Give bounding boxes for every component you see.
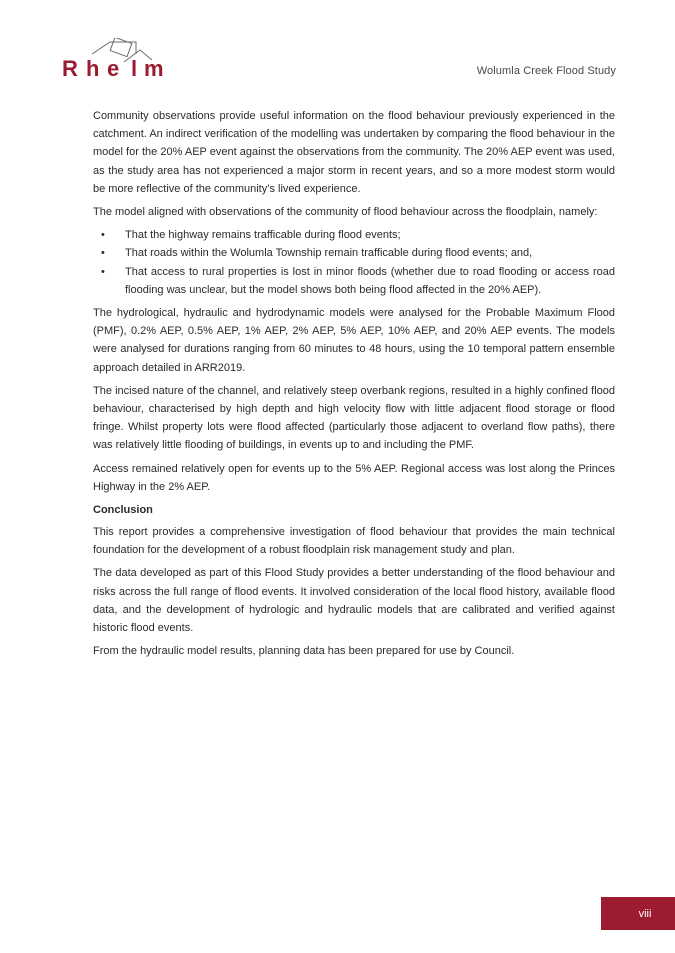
svg-text:l: l	[131, 56, 138, 80]
paragraph-model-aligned: The model aligned with observations of the community of flood behaviour across the floodplain, namely:	[93, 206, 598, 219]
report-title: Wolumla Creek Flood Study	[476, 65, 616, 77]
paragraph-incised-channel: The incised nature of the channel, and relatively steep overbank regions, resulted in a highly confined flood behaviour, characterised by high depth and high velocity flow with little adjacent flood storage or flood fringe. Whilst property lots were flood affected (particularly those adjacent to overland flow paths), there was relatively little flooding of buildings, in events up to and including the PMF.	[93, 384, 615, 452]
observation-list	[93, 226, 615, 299]
list-item	[93, 226, 615, 244]
list-item-text: That access to rural properties is lost in minor floods (whether due to road flooding or access road flooding was unclear, but the model shows both being flood affected in the 20% AEP).	[125, 265, 615, 296]
paragraph-report-provides: This report provides a comprehensive investigation of flood behaviour that provides the main technical foundation for the development of a robust floodplain risk management study and plan.	[93, 526, 615, 557]
paragraph-access: Access remained relatively open for events up to the 5% AEP. Regional access was lost along the Princes Highway in the 2% AEP.	[93, 462, 615, 493]
bullet-icon: •	[101, 247, 105, 260]
svg-text:R: R	[62, 56, 78, 80]
paragraph-planning-data: From the hydraulic model results, planning data has been prepared for use by Council.	[93, 645, 515, 658]
svg-text:m: m	[144, 56, 164, 80]
page-number	[601, 897, 675, 930]
svg-text:h: h	[86, 56, 100, 80]
svg-text:e: e	[107, 56, 120, 80]
list-item	[93, 263, 615, 299]
page-number-text: viii	[638, 907, 652, 920]
paragraph-models-analysed: The hydrological, hydraulic and hydrodynamic models were analysed for the Probable Maximum Flood (PMF), 0.2% AEP, 0.5% AEP, 1% AEP, 2% AEP, 5% AEP, 10% AEP, and 20% AEP events. The models were analysed for durations ranging from 60 minutes to 48 hours, using the 10 temporal pattern ensemble approach detailed in ARR2019.	[93, 307, 615, 374]
bullet-icon: •	[101, 265, 105, 278]
paragraph-data-developed: The data developed as part of this Flood Study provides a better understanding of the flood behaviour and risks across the full range of flood events. It involved consideration of the local flood history, available flood data, and the development of hydrologic and hydraulic models that are calibrated and verified against historic flood events.	[93, 567, 615, 635]
bullet-icon: •	[101, 229, 105, 242]
company-logo	[62, 38, 174, 80]
conclusion-heading: Conclusion	[93, 504, 153, 517]
list-item	[93, 244, 615, 262]
paragraph-community-observations: Community observations provide useful information on the flood behaviour previously experienced in the catchment. An indirect verification of the modelling was undertaken by comparing the flood behaviour in the model for the 20% AEP event against the observations from the community. The 20% AEP event was used, as the study area has not experienced a major storm in recent years, and so a more modest storm would be more reflective of the community’s lived experience.	[93, 110, 615, 195]
main-content	[93, 107, 615, 665]
list-item-text: That roads within the Wolumla Township remain trafficable during flood events; and,	[125, 247, 533, 260]
list-item-text: That the highway remains trafficable during flood events;	[125, 229, 401, 242]
